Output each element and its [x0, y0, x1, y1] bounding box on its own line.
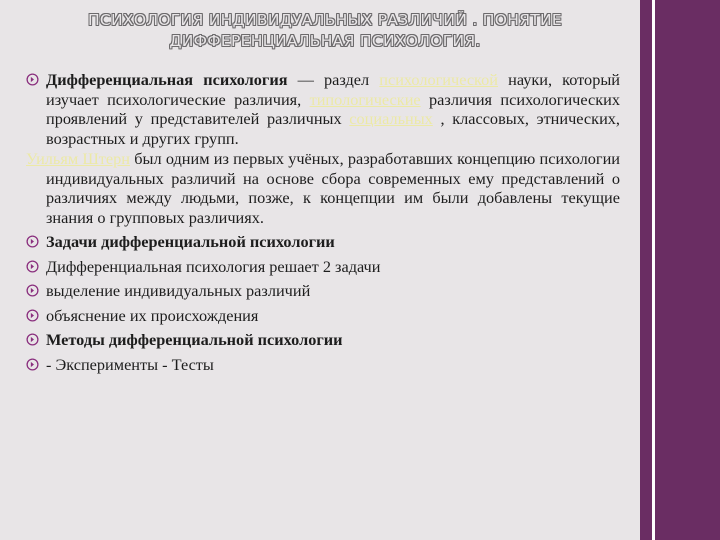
stern-paragraph — [26, 149, 620, 227]
list-item — [26, 306, 620, 326]
list-item-text: выделение индивидуальных различий — [46, 281, 311, 300]
definition-paragraph — [26, 70, 620, 148]
circled-arrow-bullet-icon — [26, 73, 39, 86]
list-item-text: объяснение их происхождения — [46, 305, 259, 325]
slide-title — [30, 10, 620, 52]
circled-arrow-bullet-icon — [26, 333, 39, 346]
list-item-text: Методы дифференциальной психологии — [46, 330, 343, 349]
link-social[interactable]: социальных — [349, 109, 433, 128]
list-item-text: Дифференциальная психология решает 2 задачи — [46, 256, 381, 276]
text: , классовых, этнических, возрастных и других групп. — [46, 109, 620, 148]
list-item-text: Задачи дифференциальной психологии — [46, 232, 335, 251]
link-typological[interactable]: типологические — [309, 89, 421, 109]
bullet-list — [26, 232, 620, 374]
circled-arrow-bullet-icon — [26, 260, 39, 273]
circled-arrow-bullet-icon — [26, 358, 39, 371]
list-item — [26, 257, 620, 277]
text: был одним из первых учёных, разработавших концепцию психологии индивидуальных различий на основе сбора современных ему представлений о различиях между людьми, позже, к концепции им были добавлены текущие знания о групповых различиях. — [46, 149, 620, 227]
list-item-text: - Эксперименты - Тесты — [46, 354, 214, 374]
text: науки, который изучает психологические различия, — [46, 70, 620, 109]
accent-divider — [652, 0, 655, 540]
term: Дифференциальная психология — [46, 70, 288, 89]
text: — раздел — [287, 70, 380, 89]
list-item — [26, 281, 620, 301]
title-line-2: ДИФФЕРЕНЦИАЛЬНАЯ ПСИХОЛОГИЯ. — [169, 32, 481, 50]
link-william-stern[interactable]: Уильям Штерн — [26, 149, 131, 168]
list-item — [26, 355, 620, 375]
list-item — [26, 232, 620, 252]
title-line-1: ПСИХОЛОГИЯ ИНДИВИДУАЛЬНЫХ РАЗЛИЧИЙ . ПОНЯТИЕ — [87, 11, 563, 29]
circled-arrow-bullet-icon — [26, 235, 39, 248]
link-psychological[interactable]: психологической — [379, 70, 498, 89]
list-item — [26, 330, 620, 350]
text: различия психологических проявлений у представителей различных — [46, 89, 620, 128]
slide-body — [26, 70, 620, 374]
circled-arrow-bullet-icon — [26, 284, 39, 297]
circled-arrow-bullet-icon — [26, 309, 39, 322]
